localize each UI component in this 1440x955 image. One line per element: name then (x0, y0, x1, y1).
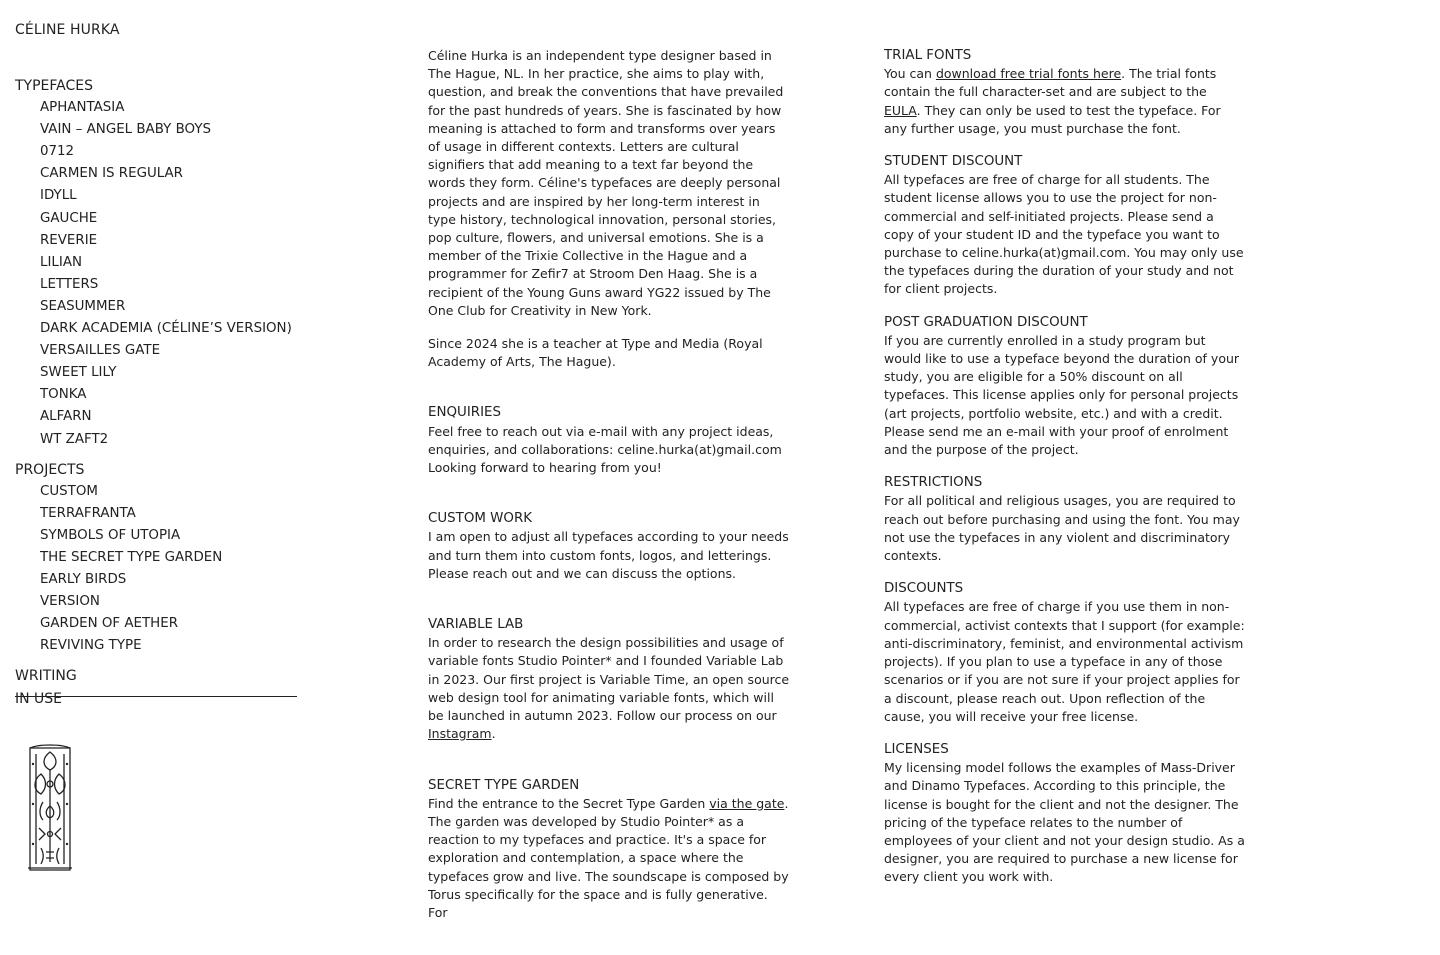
licenses-section (884, 741, 1246, 887)
restrictions-section (884, 474, 1246, 565)
nav-item-project[interactable]: REVIVING TYPE (40, 638, 142, 654)
custom-work-section (428, 510, 790, 583)
trial-fonts-heading: TRIAL FONTS (884, 48, 972, 63)
student-discount-text: All typefaces are free of charge for all students. The student license allows you to use the project for non-commercial and self-initiated projects. Please send a copy of your student ID and the typeface you want to purchase to celine.hurka(at)gmail.com. You may only use the typefaces during the duration of your study and not for client projects. (884, 172, 1244, 297)
restrictions-heading: RESTRICTIONS (884, 475, 983, 491)
nav-item-typeface[interactable]: LILIAN (40, 254, 82, 270)
nav-item-typeface[interactable]: VERSAILLES GATE (40, 343, 161, 359)
enquiries-section (428, 404, 790, 477)
licensing-column (884, 47, 1246, 902)
trial-fonts-after: . They can only be used to test the typeface. For any further usage, you must purchase the font. (884, 102, 1221, 136)
about-paragraph: Céline Hurka is an independent type designer based in The Hague, NL. In her practice, she aims to play with, question, and break the conventions that have prevailed for the past hundreds of years. She is fascinated by how meaning is attached to form and transforms over years of usage in different contexts. Letters are cultural signifiers that add meaning to a text far beyond the words they form. Céline's typefaces are deeply personal projects and are inspired by her long-term interest in type history, technological innovation, personal stories, pop culture, flowers, and universal emotions. She is a member of the Trixie Collective in the Hague and a programmer for Zefir7 at Stroom Den Haag. She is a recipient of the Young Guns award YG22 issued by The One Club for Creativity in New York. (428, 48, 784, 318)
variable-lab-text (428, 634, 790, 743)
nav-typefaces-heading[interactable]: TYPEFACES (15, 78, 93, 94)
custom-work-heading: CUSTOM WORK (428, 511, 533, 527)
nav-item-typeface[interactable]: REVERIE (40, 232, 98, 248)
nav-item-typeface[interactable]: WT ZAFT2 (40, 431, 109, 447)
student-discount-section (884, 153, 1246, 299)
student-discount-heading: STUDENT DISCOUNT (884, 154, 1023, 170)
nav-item-typeface[interactable]: TONKA (40, 387, 87, 403)
instagram-link[interactable]: Instagram (428, 726, 492, 742)
licenses-heading: LICENSES (884, 741, 949, 757)
trial-fonts-before: You can (884, 66, 936, 82)
trial-fonts-middle: . The trial fonts contain the full character-set and are subject to the (884, 66, 1217, 100)
nav-item-typeface[interactable]: SEASUMMER (40, 298, 126, 314)
secret-garden-section (428, 777, 790, 923)
nav-item-typeface[interactable]: CARMEN IS REGULAR (40, 166, 183, 182)
trial-fonts-section (884, 47, 1246, 138)
trial-fonts-text (884, 65, 1246, 138)
discounts-text: All typefaces are free of charge if you use them in non-commercial, activist contexts that I support (for example: anti-discriminatory, feminist, and environmental activism projects). If you plan to use a typeface in any of those scenarios or if you are not sure if your project applies for a discount, please reach out. Upon reflection of the cause, you will receive your free license. (884, 599, 1245, 724)
nav-item-project[interactable]: TERRAFRANTA (40, 505, 136, 521)
enquiries-text: Feel free to reach out via e-mail with any project ideas, enquiries, and collaborations: celine.hurka(at)gmail.com Looking forward to hearing from you! (428, 423, 782, 476)
discounts-heading: DISCOUNTS (884, 581, 964, 597)
nav-item-project[interactable]: SYMBOLS OF UTOPIA (40, 527, 181, 543)
secret-garden-intro: Find the entrance to the Secret Type Garden (428, 795, 710, 811)
nav-item-project[interactable]: VERSION (40, 594, 100, 610)
secret-garden-body: . The garden was developed by Studio Pointer* as a reaction to my typefaces and practice. It's a space for exploration and contemplation, a space where the typefaces grow and live. The soundscape is composed by Torus specifically for the space and is fully generative. For (428, 795, 789, 920)
post-grad-heading: POST GRADUATION DISCOUNT (884, 314, 1088, 330)
nav-writing-heading[interactable]: WRITING (15, 668, 77, 685)
nav-item-typeface[interactable]: IDYLL (40, 188, 77, 204)
ornamental-gate-logo-icon[interactable] (27, 744, 73, 874)
sidebar-nav (15, 75, 297, 707)
secret-garden-heading: SECRET TYPE GARDEN (428, 777, 580, 793)
nav-item-project[interactable]: EARLY BIRDS (40, 572, 127, 588)
about-paragraph: Since 2024 she is a teacher at Type and Media (Royal Academy of Arts, The Hague). (428, 336, 763, 370)
nav-item-typeface[interactable]: GAUCHE (40, 210, 98, 226)
nav-item-typeface[interactable]: LETTERS (40, 276, 99, 292)
nav-item-typeface[interactable]: ALFARN (40, 409, 92, 425)
nav-item-typeface[interactable]: APHANTASIA (40, 100, 125, 116)
gate-link[interactable]: via the gate (709, 795, 785, 811)
typefaces-list (15, 97, 297, 451)
licenses-text: My licensing model follows the examples of Mass-Driver and Dinamo Typefaces. According to this principle, the license is bought for the client and not the designer. The pricing of the typeface relates to the number of employees of your client and not your design studio. As a designer, you are required to purchase a new license for every client you work with. (884, 760, 1245, 885)
variable-lab-end: . (491, 726, 496, 742)
about-section (428, 47, 790, 371)
nav-item-project[interactable]: THE SECRET TYPE GARDEN (40, 549, 223, 565)
discounts-section (884, 580, 1246, 726)
nav-item-typeface[interactable]: SWEET LILY (40, 365, 117, 381)
variable-lab-section (428, 616, 790, 743)
post-grad-text: If you are currently enrolled in a study program but would like to use a typeface beyond the duration of your study, you are eligible for a 50% discount on all typefaces. This license applies only for personal projects (art projects, portfolio website, etc.) and with a credit. Please send me an e-mail with your proof of enrolment and the purpose of the project. (884, 332, 1240, 458)
restrictions-text: For all political and religious usages, you are required to reach out before purchasing and using the font. You may not use the typefaces in any violent and discriminatory contexts. (884, 493, 1240, 564)
variable-lab-body: In order to research the design possibilities and usage of variable fonts Studio Pointer* and I founded Variable Lab in 2023. Our first project is Variable Time, an open source web design tool for animating variable fonts, which will be launched in autumn 2023. Follow our process on our (428, 635, 790, 724)
enquiries-heading: ENQUIRIES (428, 405, 501, 421)
nav-item-typeface[interactable]: 0712 (40, 144, 75, 160)
eula-link[interactable]: EULA (884, 102, 917, 118)
projects-list (15, 481, 297, 658)
nav-item-project[interactable]: CUSTOM (40, 483, 98, 499)
nav-in-use-heading[interactable]: IN USE (15, 690, 63, 707)
nav-projects-heading[interactable]: PROJECTS (15, 461, 85, 478)
site-title[interactable]: CÉLINE HURKA (15, 22, 120, 38)
custom-work-text: I am open to adjust all typefaces according to your needs and turn them into custom fonts, logos, and letterings. Please reach out and we can discuss the options. (428, 529, 789, 581)
about-column (428, 47, 790, 955)
post-grad-section (884, 314, 1246, 460)
nav-item-typeface[interactable]: DARK ACADEMIA (CÉLINE’S VERSION) (40, 321, 292, 337)
variable-lab-heading: VARIABLE LAB (428, 617, 524, 633)
nav-item-project[interactable]: GARDEN OF AETHER (40, 616, 179, 632)
secret-garden-text (428, 795, 790, 922)
download-trial-link[interactable]: download free trial fonts here (935, 66, 1122, 82)
nav-item-typeface[interactable]: VAIN – ANGEL BABY BOYS (40, 122, 212, 138)
